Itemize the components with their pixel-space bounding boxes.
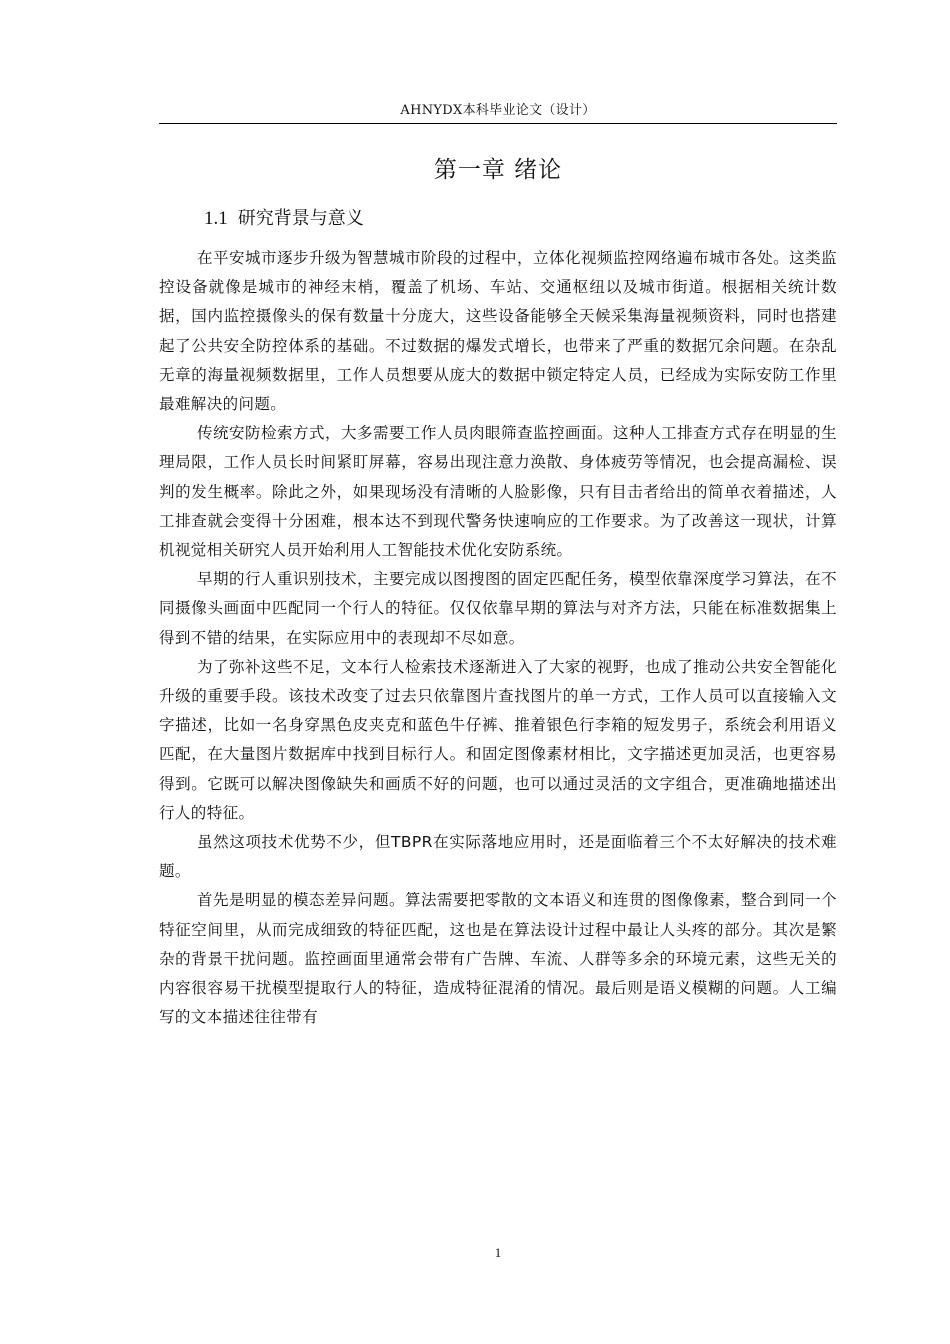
paragraph: 虽然这项技术优势不少，但TBPR在实际落地应用时，还是面临着三个不太好解决的技术难题。 (159, 833, 837, 881)
paragraph: 在平安城市逐步升级为智慧城市阶段的过程中，立体化视频监控网络遍布城市各处。这类监控设备就像是城市的神经末梢，覆盖了机场、车站、交通枢纽以及城市街道。根据相关统计数据，国内监控摄像头的保有数量十分庞大，这些设备能够全天候采集海量视频资料，同时也搭建起了公共安全防控体系的基础。不过数据的爆发式增长，也带来了严重的数据冗余问题。在杂乱无章的海量视频数据里，工作人员想要从庞大的数据中锁定特定人员，已经成为实际安防工作里最难解决的问题。 (159, 249, 837, 414)
paragraph: 传统安防检索方式，大多需要工作人员肉眼筛查监控画面。这种人工排查方式存在明显的生理局限，工作人员长时间紧盯屏幕，容易出现注意力涣散、身体疲劳等情况，也会提高漏检、误判的发生概率。除此之外，如果现场没有清晰的人脸影像，只有目击者给出的简单衣着描述，人工排查就会变得十分困难，根本达不到现代警务快速响应的工作要求。为了改善这一现状，计算机视觉相关研究人员开始利用人工智能技术优化安防系统。 (159, 424, 837, 560)
section-number: 1.1 (204, 208, 228, 229)
header-divider (159, 123, 837, 124)
paragraph: 首先是明显的模态差异问题。算法需要把零散的文本语义和连贯的图像像素，整合到同一个特征空间里，从而完成细致的特征匹配，这也是在算法设计过程中最让人头疼的部分。其次是繁杂的背景干扰问题。监控画面里通常会带有广告牌、车流、人群等多余的环境元素，这些无关的内容很容易干扰模型提取行人的特征，造成特征混淆的情况。最后则是语义模糊的问题。人工编写的文本描述往往带有 (159, 891, 837, 1027)
running-header: AHNYDX本科毕业论文（设计） (400, 103, 596, 118)
section-title: 研究背景与意义 (237, 208, 364, 229)
body-text (159, 244, 837, 1032)
paragraph: 早期的行人重识别技术，主要完成以图搜图的固定匹配任务，模型依靠深度学习算法，在不同摄像头画面中匹配同一个行人的特征。仅仅依靠早期的算法与对齐方法，只能在标准数据集上得到不错的结果，在实际应用中的表现却不尽如意。 (159, 570, 837, 647)
section-heading (204, 204, 364, 233)
chapter-title: 第一章 绪论 (433, 157, 563, 183)
page-number: 1 (494, 1245, 502, 1260)
paragraph: 为了弥补这些不足，文本行人检索技术逐渐进入了大家的视野，也成了推动公共安全智能化升级的重要手段。该技术改变了过去只依靠图片查找图片的单一方式，工作人员可以直接输入文字描述，比如一名身穿黑色皮夹克和蓝色牛仔裤、推着银色行李箱的短发男子，系统会利用语义匹配，在大量图片数据库中找到目标行人。和固定图像素材相比，文字描述更加灵活，也更容易得到。它既可以解决图像缺失和画质不好的问题，也可以通过灵活的文字组合，更准确地描述出行人的特征。 (159, 657, 837, 822)
